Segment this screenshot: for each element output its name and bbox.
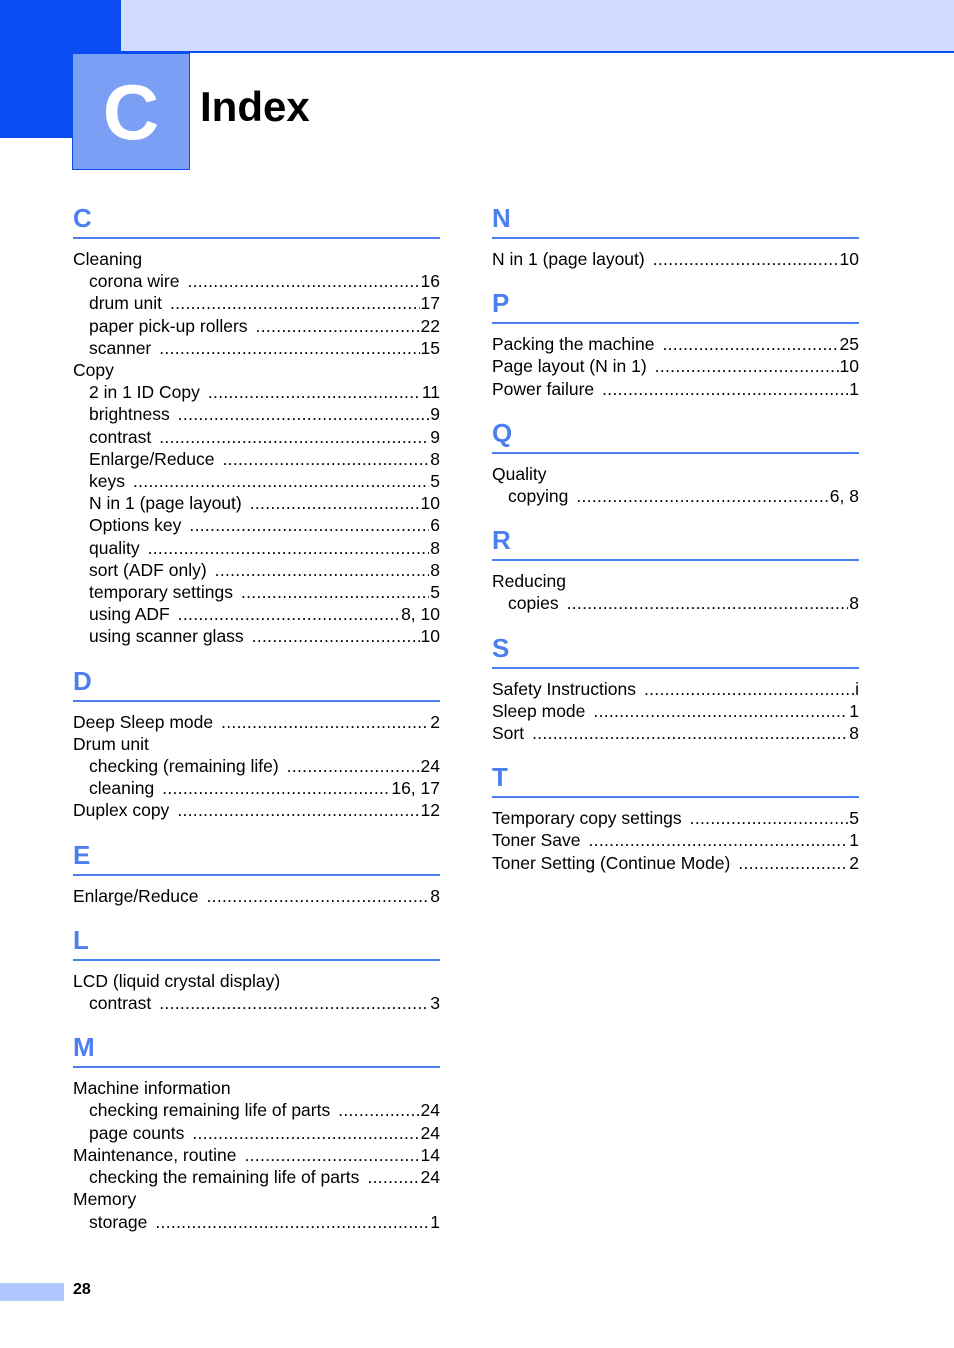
dot-leader [241, 581, 429, 603]
dot-leader [215, 559, 430, 581]
dot-leader [532, 722, 848, 744]
index-subentry [492, 485, 859, 507]
entry-text: N in 1 (page layout) [89, 493, 242, 514]
section-letter-heading: E [73, 837, 440, 876]
entry-text: scanner [89, 337, 152, 358]
index-entry [492, 807, 859, 829]
index-column-right [492, 200, 859, 889]
entry-text: sort (ADF only) [89, 559, 207, 580]
index-entry [492, 248, 859, 270]
entry-text: Toner Setting (Continue Mode) [492, 852, 731, 873]
dot-leader [738, 852, 848, 874]
index-subentry [73, 492, 440, 514]
dot-leader [208, 381, 421, 403]
dot-leader [207, 885, 430, 907]
entry-text: LCD (liquid crystal display) [73, 970, 281, 991]
entry-page-ref: 9 [430, 426, 440, 447]
dot-leader [662, 333, 838, 355]
entry-page-ref: 1 [849, 700, 859, 721]
index-section [492, 759, 859, 874]
index-section [492, 522, 859, 614]
entry-text: using ADF [89, 604, 170, 625]
dot-leader [187, 270, 419, 292]
entry-text: quality [89, 537, 140, 558]
dot-leader [159, 992, 429, 1014]
entry-page-ref: 6, 8 [829, 486, 859, 507]
index-entry [492, 378, 859, 400]
dot-leader [576, 485, 828, 507]
entry-text: Duplex copy [73, 800, 170, 821]
entry-text: copies [508, 593, 559, 614]
section-letter-heading: Q [492, 415, 859, 454]
entry-text: using scanner glass [89, 626, 244, 647]
dot-leader [178, 603, 400, 625]
index-subentry [73, 381, 440, 403]
entry-page-ref: 8 [430, 537, 440, 558]
index-entry [492, 829, 859, 851]
entry-page-ref: 24 [420, 1100, 440, 1121]
index-subentry [73, 1211, 440, 1233]
entry-text: cleaning [89, 778, 155, 799]
section-letter-heading: T [492, 759, 859, 798]
entry-page-ref: 3 [430, 993, 440, 1014]
entry-text: Reducing [492, 571, 566, 592]
entry-page-ref: 9 [430, 404, 440, 425]
dot-leader [287, 755, 420, 777]
entry-text: Page layout (N in 1) [492, 356, 647, 377]
dot-leader [178, 403, 430, 425]
entry-text: Quality [492, 463, 547, 484]
index-subentry [73, 603, 440, 625]
entry-page-ref: 6 [430, 515, 440, 536]
index-entry [492, 463, 859, 485]
entry-text: Cleaning [73, 249, 143, 269]
index-entry [73, 1077, 440, 1099]
entry-text: drum unit [89, 293, 162, 314]
entry-page-ref: 2 [849, 852, 859, 873]
index-subentry [73, 777, 440, 799]
entry-text: Sleep mode [492, 700, 586, 721]
index-subentry [73, 337, 440, 359]
entry-text: brightness [89, 404, 170, 425]
section-letter-heading: D [73, 663, 440, 702]
entry-text: Drum unit [73, 733, 149, 754]
dot-leader [655, 355, 839, 377]
entry-page-ref: 8 [849, 723, 859, 744]
dot-leader [338, 1099, 419, 1121]
entry-text: contrast [89, 426, 152, 447]
entry-text: 2 in 1 ID Copy [89, 382, 200, 403]
section-letter-heading: P [492, 285, 859, 324]
dot-leader [602, 378, 848, 400]
index-entry [73, 359, 440, 381]
entry-text: Memory [73, 1189, 137, 1210]
entry-page-ref: 15 [420, 337, 440, 358]
dot-leader [256, 315, 420, 337]
dot-leader [644, 678, 854, 700]
index-entry [492, 570, 859, 592]
index-subentry [73, 470, 440, 492]
entry-text: Safety Instructions [492, 678, 636, 699]
entry-text: Sort [492, 723, 525, 744]
index-entry [492, 722, 859, 744]
dot-leader [159, 337, 419, 359]
index-entry [492, 700, 859, 722]
entry-text: Machine information [73, 1078, 231, 1099]
index-entry [492, 852, 859, 874]
index-subentry [73, 537, 440, 559]
entry-page-ref: 8 [430, 559, 440, 580]
header-rule [121, 51, 954, 53]
entry-page-ref: 8 [430, 885, 440, 906]
section-letter-heading: M [73, 1029, 440, 1068]
index-subentry [73, 1122, 440, 1144]
entry-text: Temporary copy settings [492, 808, 682, 829]
entry-text: storage [89, 1211, 148, 1232]
entry-page-ref: 8, 10 [401, 604, 440, 625]
entry-page-ref: 5 [849, 808, 859, 829]
index-subentry [73, 581, 440, 603]
dot-leader [223, 448, 430, 470]
dot-leader [162, 777, 390, 799]
dot-leader [177, 799, 419, 821]
entry-text: Packing the machine [492, 334, 655, 355]
section-letter-heading: C [73, 200, 440, 239]
entry-page-ref: 17 [420, 293, 440, 314]
chapter-letter: C [102, 67, 160, 156]
index-subentry [73, 1099, 440, 1121]
index-entry [492, 333, 859, 355]
index-entry [492, 678, 859, 700]
index-subentry [73, 755, 440, 777]
dot-leader [589, 829, 849, 851]
chapter-letter-box [72, 53, 190, 170]
index-section [73, 200, 440, 648]
index-entry [73, 799, 440, 821]
entry-page-ref: 24 [420, 756, 440, 777]
entry-page-ref: 8 [430, 448, 440, 469]
entry-text: checking remaining life of parts [89, 1100, 331, 1121]
index-subentry [73, 403, 440, 425]
dot-leader [148, 537, 430, 559]
entry-text: Copy [73, 360, 114, 381]
index-subentry [73, 270, 440, 292]
entry-page-ref: 11 [421, 382, 440, 403]
entry-page-ref: 14 [420, 1144, 440, 1165]
entry-page-ref: 2 [430, 711, 440, 732]
dot-leader [221, 711, 429, 733]
index-subentry [73, 625, 440, 647]
entry-text: keys [89, 471, 125, 492]
entry-page-ref: i [855, 678, 859, 699]
footer-tab [0, 1283, 64, 1301]
entry-text: Enlarge/Reduce [89, 448, 215, 469]
entry-page-ref: 10 [420, 626, 440, 647]
index-section [492, 200, 859, 270]
dot-leader [367, 1166, 419, 1188]
dot-leader [170, 292, 420, 314]
entry-text: checking (remaining life) [89, 756, 279, 777]
index-entry [73, 1144, 440, 1166]
dot-leader [567, 592, 849, 614]
entry-text: Power failure [492, 378, 595, 399]
entry-text: page counts [89, 1122, 185, 1143]
entry-page-ref: 16, 17 [391, 778, 440, 799]
index-section [73, 1029, 440, 1232]
entry-text: copying [508, 486, 569, 507]
dot-leader [252, 625, 420, 647]
entry-text: Enlarge/Reduce [73, 885, 199, 906]
index-entry [73, 733, 440, 755]
index-column-left [73, 200, 440, 1248]
entry-page-ref: 10 [420, 493, 440, 514]
index-section [73, 837, 440, 907]
index-entry [492, 355, 859, 377]
index-section [492, 285, 859, 400]
entry-page-ref: 1 [849, 378, 859, 399]
entry-page-ref: 16 [420, 271, 440, 292]
index-entry [73, 1188, 440, 1210]
dot-leader [159, 426, 429, 448]
index-subentry [73, 292, 440, 314]
entry-page-ref: 22 [420, 315, 440, 336]
entry-page-ref: 10 [839, 249, 859, 269]
index-section [492, 415, 859, 507]
entry-page-ref: 1 [849, 830, 859, 851]
entry-text: corona wire [89, 271, 180, 292]
dot-leader [250, 492, 420, 514]
dot-leader [653, 248, 839, 270]
index-section [73, 922, 440, 1014]
index-subentry [73, 448, 440, 470]
index-subentry [73, 1166, 440, 1188]
dot-leader [192, 1122, 419, 1144]
index-section [73, 663, 440, 822]
entry-page-ref: 12 [420, 800, 440, 821]
dot-leader [133, 470, 429, 492]
entry-page-ref: 25 [839, 334, 859, 355]
entry-page-ref: 5 [430, 471, 440, 492]
dot-leader [690, 807, 849, 829]
index-subentry [73, 426, 440, 448]
dot-leader [244, 1144, 419, 1166]
index-subentry [492, 592, 859, 614]
entry-text: Options key [89, 515, 182, 536]
entry-page-ref: 24 [420, 1167, 440, 1188]
entry-text: Deep Sleep mode [73, 711, 214, 732]
entry-page-ref: 1 [430, 1211, 440, 1232]
entry-text: checking the remaining life of parts [89, 1167, 360, 1188]
index-subentry [73, 992, 440, 1014]
page-number: 28 [73, 1281, 91, 1298]
section-letter-heading: R [492, 522, 859, 561]
entry-page-ref: 24 [420, 1122, 440, 1143]
entry-page-ref: 10 [839, 356, 859, 377]
entry-page-ref: 5 [430, 582, 440, 603]
dot-leader [189, 514, 429, 536]
index-entry [73, 248, 440, 270]
entry-text: paper pick-up rollers [89, 315, 248, 336]
section-letter-heading: L [73, 922, 440, 961]
entry-text: Toner Save [492, 830, 581, 851]
dot-leader [593, 700, 848, 722]
section-letter-heading: N [492, 200, 859, 239]
index-subentry [73, 559, 440, 581]
index-entry [73, 711, 440, 733]
index-section [492, 630, 859, 745]
index-subentry [73, 315, 440, 337]
index-subentry [73, 514, 440, 536]
dot-leader [155, 1211, 429, 1233]
entry-text: Maintenance, routine [73, 1144, 237, 1165]
header-band [121, 0, 954, 52]
entry-text: contrast [89, 993, 152, 1014]
section-letter-heading: S [492, 630, 859, 669]
entry-text: temporary settings [89, 582, 233, 603]
index-entry [73, 970, 440, 992]
entry-text: N in 1 (page layout) [492, 249, 645, 269]
page-title: Index [200, 83, 310, 130]
entry-page-ref: 8 [849, 593, 859, 614]
index-entry [73, 885, 440, 907]
